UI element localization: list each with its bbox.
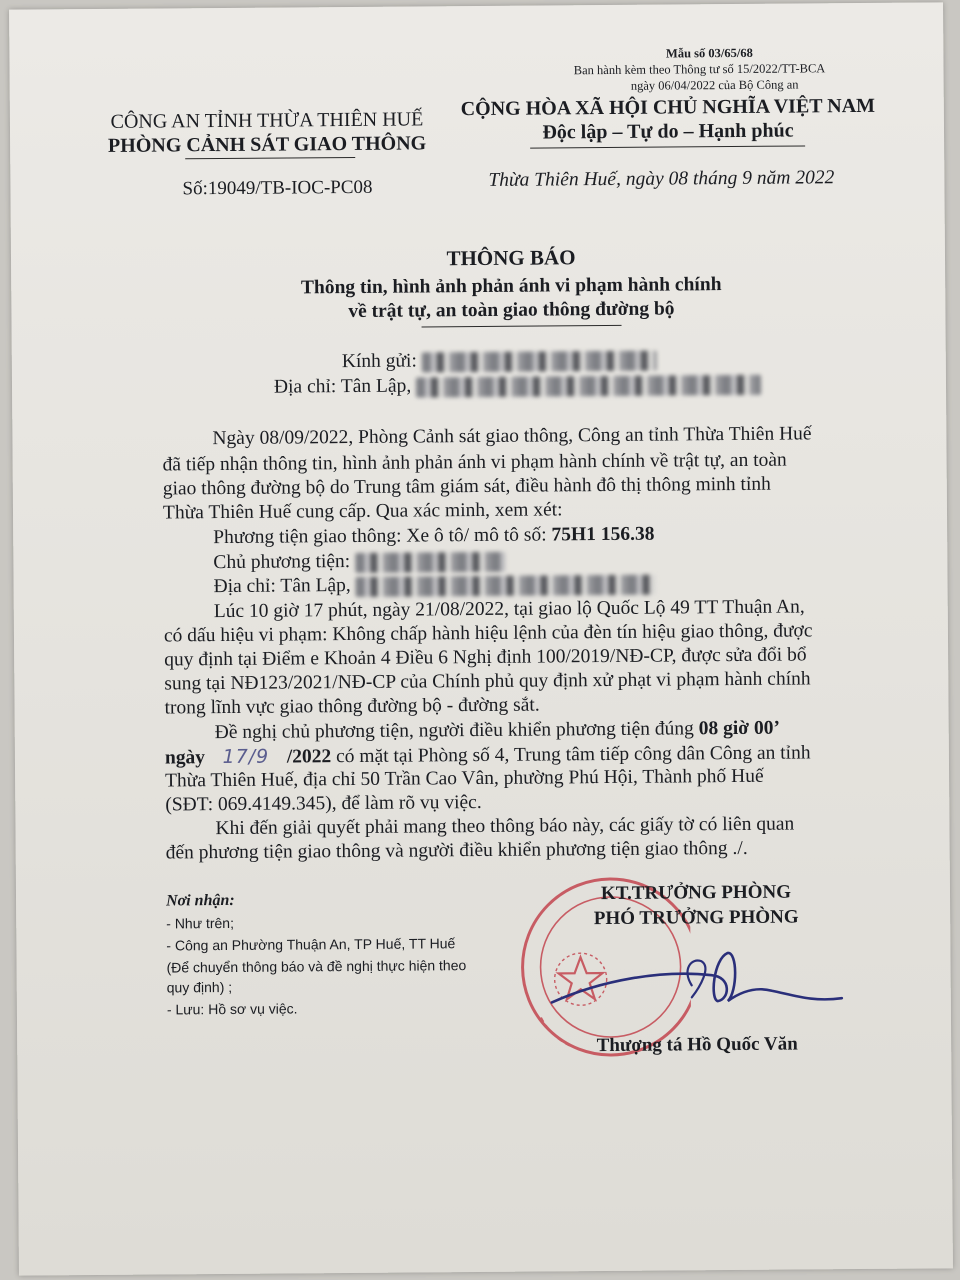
owner-line bbox=[213, 550, 505, 574]
notice-subtitle-2: về trật tự, an toàn giao thông đường bộ bbox=[348, 298, 675, 323]
form-issued-line1: Ban hành kèm theo Thông tư số 15/2022/TT-BCA bbox=[573, 61, 826, 78]
owner-address-line bbox=[213, 573, 655, 598]
paragraph-2-line-4: sung tại NĐ123/2021/NĐ-CP của Chính phủ quy định xử phạt vi phạm hành chính bbox=[164, 668, 811, 695]
addressee-line bbox=[342, 349, 657, 373]
form-code: Mẫu số 03/65/68 bbox=[665, 45, 753, 61]
summons-date-label: ngày bbox=[164, 747, 206, 769]
nation-motto: Độc lập – Tự do – Hạnh phúc bbox=[542, 119, 794, 144]
paragraph-1-line-2: đã tiếp nhận thông tin, hình ảnh phản ánh vi phạm hành chính về trật tự, an toàn bbox=[162, 449, 787, 476]
vehicle-label: Phương tiện giao thông: Xe ô tô/ mô tô số: bbox=[213, 524, 547, 549]
paragraph-1-line-1: Ngày 08/09/2022, Phòng Cảnh sát giao thông, Công an tỉnh Thừa Thiên Huế bbox=[212, 423, 812, 450]
summons-text: Đề nghị chủ phương tiện, người điều khiển phương tiện đúng bbox=[214, 718, 694, 744]
summons-place: có mặt tại Phòng số 4, Trung tâm tiếp công dân Công an tỉnh bbox=[335, 742, 811, 768]
redacted-owner-address bbox=[356, 574, 656, 596]
paragraph-2-line-1: Lúc 10 giờ 17 phút, ngày 21/08/2022, tại giao lộ Quốc Lộ 49 TT Thuận An, bbox=[213, 596, 805, 623]
redacted-name bbox=[422, 350, 657, 372]
recipient-item: - Công an Phường Thuận An, TP Huế, TT Huế bbox=[166, 935, 456, 954]
recipient-item: (Để chuyển thông báo và đề nghị thực hiện theo bbox=[166, 957, 467, 976]
paragraph-1-line-3: giao thông đường bộ do Trung tâm giám sát, điều hành đô thị thông minh tỉnh bbox=[162, 473, 771, 500]
paragraph-2-line-3: quy định tại Điểm e Khoản 4 Điều 6 Nghị định 100/2019/NĐ-CP, được sửa đổi bổ bbox=[164, 644, 807, 671]
form-issued-line2: ngày 06/04/2022 của Bộ Công an bbox=[630, 77, 799, 93]
paragraph-4-line-1: Khi đến giải quyết phải mang theo thông báo này, các giấy tờ có liên quan bbox=[215, 813, 795, 840]
paragraph-3-line-1 bbox=[215, 718, 780, 744]
document-number: Số:19049/TB-IOC-PC08 bbox=[182, 176, 373, 200]
agency-line2: PHÒNG CẢNH SÁT GIAO THÔNG bbox=[107, 132, 427, 157]
paragraph-1-line-4: Thừa Thiên Huế cung cấp. Qua xác minh, xem xét: bbox=[162, 499, 563, 524]
recipient-item: - Lưu: Hồ sơ vụ việc. bbox=[166, 1000, 298, 1018]
redacted-owner bbox=[355, 551, 505, 572]
notice-title: THÔNG BÁO bbox=[446, 245, 576, 271]
addressee-address-label: Địa chỉ: Tân Lập, bbox=[273, 375, 412, 398]
document-page bbox=[9, 2, 953, 1275]
signer-name: Thượng tá Hồ Quốc Văn bbox=[596, 1033, 798, 1057]
paragraph-2-line-2: có dấu hiệu vi phạm: Không chấp hành hiệu lệnh của đèn tín hiệu giao thông, được bbox=[163, 620, 813, 647]
handwritten-signature bbox=[541, 938, 852, 1030]
agency-line1: CÔNG AN TỈNH THỪA THIÊN HUẾ bbox=[110, 108, 424, 133]
paragraph-4-line-2: đến phương tiện giao thông và người điều khiển phương tiện giao thông ./. bbox=[165, 837, 748, 864]
handwritten-date: 17/9 bbox=[222, 745, 270, 769]
signature-title-2: PHÓ TRƯỞNG PHÒNG bbox=[593, 906, 799, 930]
owner-label: Chủ phương tiện: bbox=[213, 551, 351, 574]
recipient-item: quy định) ; bbox=[166, 978, 233, 996]
paragraph-3-line-4: (SĐT: 069.4149.345), để làm rõ vụ việc. bbox=[165, 792, 482, 816]
recipients-heading: Nơi nhận: bbox=[165, 891, 235, 910]
paragraph-2-line-5: trong lĩnh vực giao thông đường bộ - đường sắt. bbox=[164, 694, 540, 719]
addressee-address-line bbox=[274, 373, 761, 399]
license-plate: 75H1 156.38 bbox=[551, 523, 655, 546]
agency-underline bbox=[185, 157, 355, 159]
summons-year: /2022 bbox=[286, 746, 332, 768]
notice-subtitle-1: Thông tin, hình ảnh phản ánh vi phạm hành chính bbox=[300, 274, 722, 299]
vehicle-line bbox=[213, 524, 654, 549]
owner-address-label: Địa chỉ: Tân Lập, bbox=[213, 575, 351, 598]
signature-title-1: KT.TRƯỞNG PHÒNG bbox=[600, 881, 792, 905]
nation-line1: CỘNG HÒA XÃ HỘI CHỦ NGHĨA VIỆT NAM bbox=[460, 94, 876, 121]
nation-underline bbox=[530, 145, 805, 148]
addressee-label: Kính gửi: bbox=[341, 350, 417, 373]
paragraph-3-line-3: Thừa Thiên Huế, địa chỉ 50 Trần Cao Vân, phường Phú Hội, Thành phố Huế bbox=[165, 765, 764, 792]
place-date: Thừa Thiên Huế, ngày 08 tháng 9 năm 2022 bbox=[488, 167, 835, 191]
recipient-item: - Như trên; bbox=[166, 914, 235, 932]
title-underline bbox=[422, 325, 622, 328]
summons-time: 08 giờ 00’ bbox=[698, 717, 781, 740]
redacted-address bbox=[416, 374, 761, 397]
